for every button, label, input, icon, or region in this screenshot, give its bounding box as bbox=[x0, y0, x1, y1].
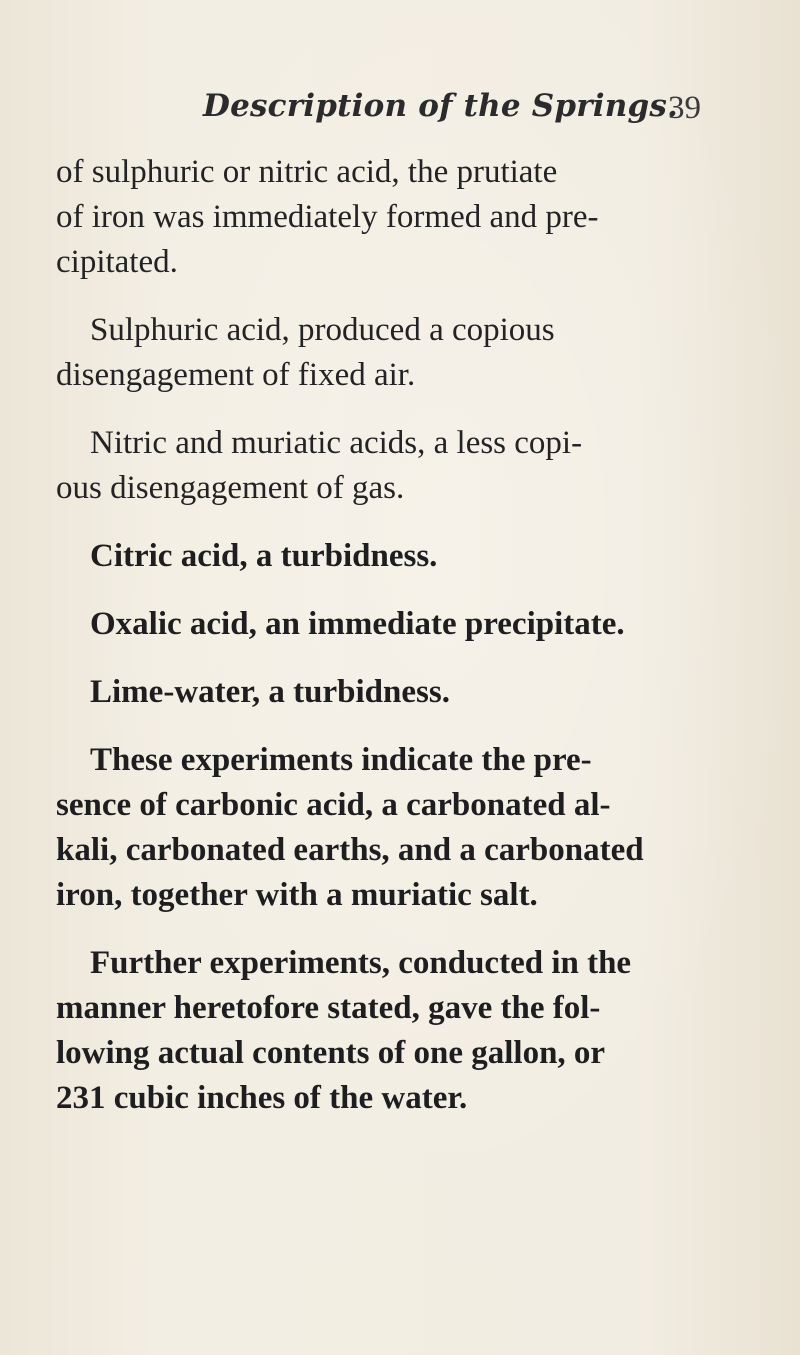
text-line: of iron was immediately formed and pre- bbox=[56, 199, 599, 235]
text-line: These experiments indicate the pre- bbox=[90, 742, 592, 778]
text-line: Further experiments, conducted in the bbox=[90, 945, 632, 981]
text-line: cipitated. bbox=[56, 244, 178, 280]
paragraph-citric-acid bbox=[56, 534, 716, 579]
text-line: lowing actual contents of one gallon, or bbox=[56, 1035, 606, 1071]
running-head: Description of the Springs. bbox=[203, 88, 679, 124]
paragraph-prutiate bbox=[56, 150, 716, 285]
text-line: kali, carbonated earths, and a carbonated bbox=[56, 832, 644, 868]
text-line: manner heretofore stated, gave the fol- bbox=[56, 990, 601, 1026]
text-line: of sulphuric or nitric acid, the prutiate bbox=[56, 154, 558, 190]
text-line: sence of carbonic acid, a carbonated al- bbox=[56, 787, 611, 823]
text-line: Nitric and muriatic acids, a less copi- bbox=[90, 425, 583, 461]
page-number: 39 bbox=[668, 90, 701, 126]
text-line: disengagement of fixed air. bbox=[56, 357, 416, 393]
paragraph-lime-water bbox=[56, 670, 716, 715]
text-line: iron, together with a muriatic salt. bbox=[56, 877, 538, 913]
paragraph-oxalic-acid bbox=[56, 602, 716, 647]
text-line: 231 cubic inches of the water. bbox=[56, 1080, 468, 1116]
text-line: Lime-water, a turbidness. bbox=[90, 674, 450, 710]
paragraph-sulphuric-acid bbox=[56, 308, 716, 398]
body-text bbox=[56, 150, 716, 1121]
paragraph-experiments-indicate bbox=[56, 738, 716, 918]
text-line: ous disengagement of gas. bbox=[56, 470, 405, 506]
text-line: Sulphuric acid, produced a copious bbox=[90, 312, 555, 348]
text-line: Citric acid, a turbidness. bbox=[90, 538, 438, 574]
paragraph-nitric-muriatic bbox=[56, 421, 716, 511]
text-line: Oxalic acid, an immediate precipitate. bbox=[90, 606, 625, 642]
paragraph-further-experiments bbox=[56, 941, 716, 1121]
